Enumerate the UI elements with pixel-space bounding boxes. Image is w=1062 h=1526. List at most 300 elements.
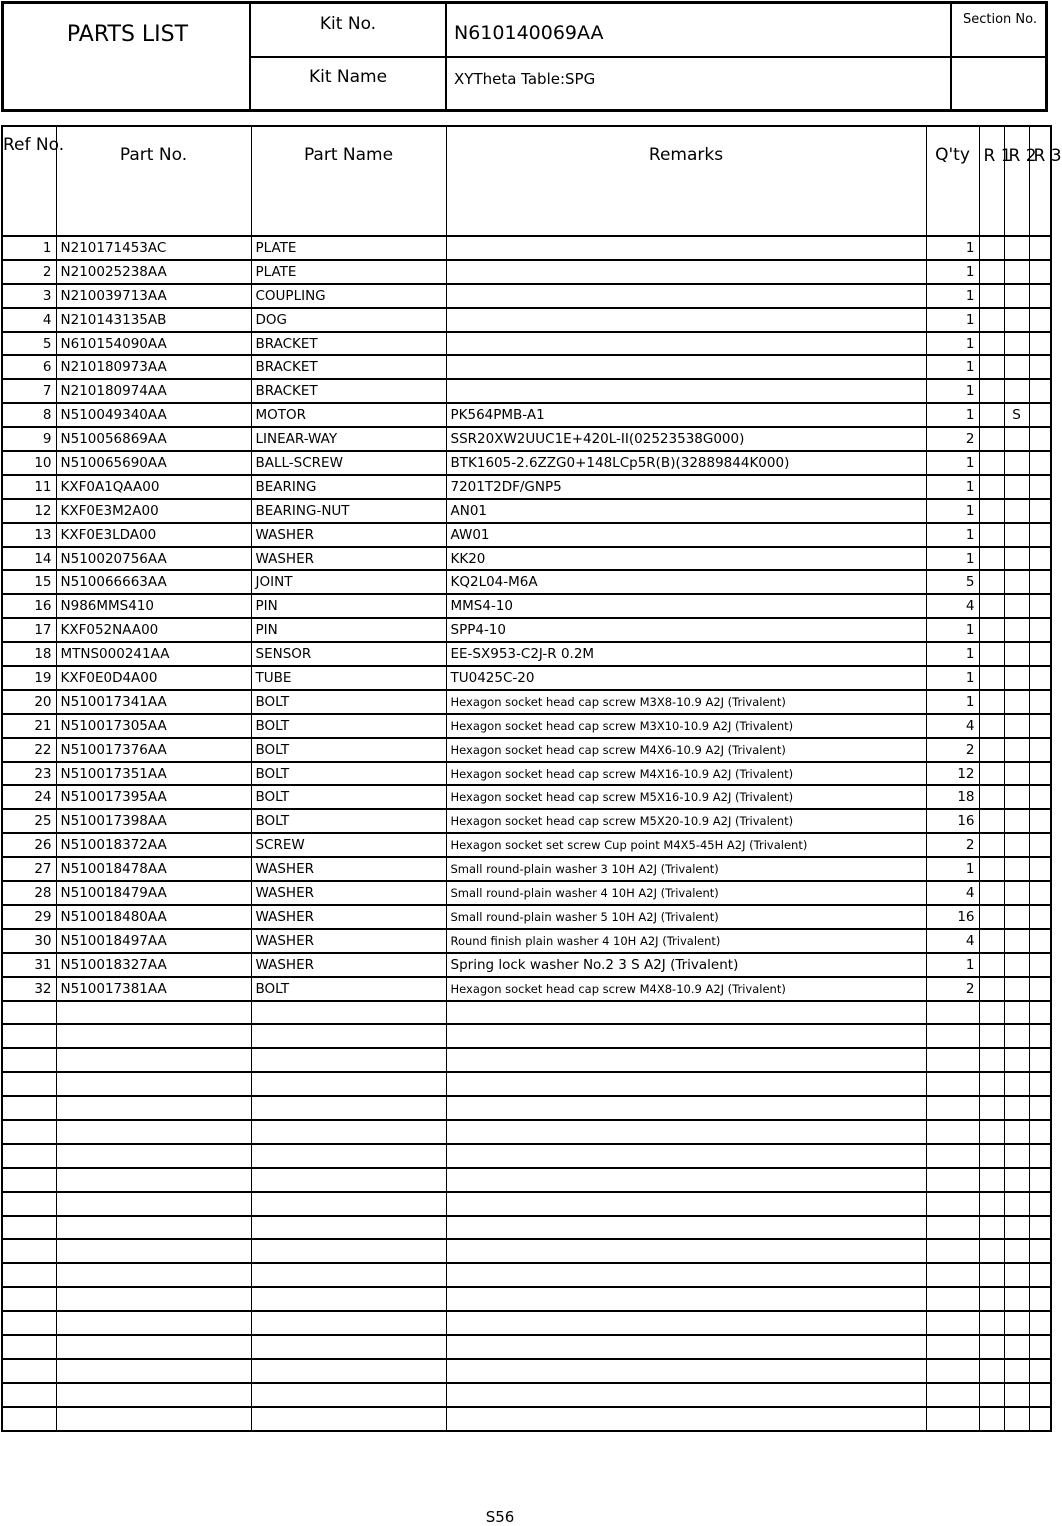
- r1-cell: [979, 403, 1004, 427]
- remarks-cell: Small round-plain washer 4 10H A2J (Trivalent): [446, 881, 926, 905]
- qty-cell: 1: [926, 379, 979, 403]
- part-no-cell: N510017341AA: [56, 690, 251, 714]
- part-name-cell: WASHER: [251, 929, 446, 953]
- part-name-cell: [251, 1359, 446, 1383]
- part-name-cell: BOLT: [251, 738, 446, 762]
- r1-cell: [979, 1239, 1004, 1263]
- empty-table-row: [2, 1096, 1051, 1120]
- qty-cell: 5: [926, 570, 979, 594]
- part-name-cell: [251, 1311, 446, 1335]
- qty-cell: 1: [926, 523, 979, 547]
- part-name-cell: [251, 1096, 446, 1120]
- r1-cell: [979, 1335, 1004, 1359]
- remarks-cell: AN01: [446, 499, 926, 523]
- part-no-cell: N510017351AA: [56, 762, 251, 786]
- part-name-cell: SENSOR: [251, 642, 446, 666]
- part-no-cell: [56, 1407, 251, 1431]
- r1-cell: [979, 738, 1004, 762]
- remarks-cell: Spring lock washer No.2 3 S A2J (Trivalent): [446, 953, 926, 977]
- r3-cell: [1029, 1001, 1051, 1025]
- r2-cell: [1004, 929, 1029, 953]
- part-name-cell: [251, 1120, 446, 1144]
- r2-cell: [1004, 618, 1029, 642]
- r3-cell: [1029, 1072, 1051, 1096]
- remarks-cell: [446, 1072, 926, 1096]
- part-name-cell: COUPLING: [251, 284, 446, 308]
- ref-cell: 6: [2, 355, 56, 379]
- empty-table-row: [2, 1335, 1051, 1359]
- r1-cell: [979, 1192, 1004, 1216]
- r2-cell: [1004, 570, 1029, 594]
- part-no-cell: [56, 1263, 251, 1287]
- part-no-cell: KXF0A1QAA00: [56, 475, 251, 499]
- ref-cell: 26: [2, 833, 56, 857]
- table-row: [2, 881, 1051, 905]
- r1-cell: [979, 355, 1004, 379]
- remarks-cell: EE-SX953-C2J-R 0.2M: [446, 642, 926, 666]
- r3-cell: [1029, 1216, 1051, 1240]
- qty-cell: 4: [926, 881, 979, 905]
- ref-cell: [2, 1287, 56, 1311]
- remarks-cell: SPP4-10: [446, 618, 926, 642]
- table-row: [2, 857, 1051, 881]
- ref-cell: 31: [2, 953, 56, 977]
- r3-cell: [1029, 355, 1051, 379]
- remarks-cell: Hexagon socket head cap screw M4X6-10.9 A2J (Trivalent): [446, 738, 926, 762]
- r3-cell: [1029, 1311, 1051, 1335]
- r1-cell: [979, 1024, 1004, 1048]
- r2-cell: [1004, 1048, 1029, 1072]
- ref-cell: [2, 1120, 56, 1144]
- qty-cell: [926, 1216, 979, 1240]
- kit-no-label: Kit No.: [319, 14, 377, 34]
- table-row: [2, 762, 1051, 786]
- ref-cell: 28: [2, 881, 56, 905]
- remarks-cell: [446, 1287, 926, 1311]
- part-name-cell: [251, 1383, 446, 1407]
- ref-cell: 11: [2, 475, 56, 499]
- remarks-cell: [446, 1407, 926, 1431]
- table-row: [2, 260, 1051, 284]
- r2-cell: [1004, 308, 1029, 332]
- ref-cell: [2, 1096, 56, 1120]
- col-r2: R 2: [1004, 126, 1029, 236]
- remarks-cell: [446, 308, 926, 332]
- r2-cell: [1004, 451, 1029, 475]
- qty-cell: 2: [926, 427, 979, 451]
- table-row: [2, 977, 1051, 1001]
- qty-cell: [926, 1192, 979, 1216]
- r1-cell: [979, 642, 1004, 666]
- ref-cell: 10: [2, 451, 56, 475]
- part-name-cell: BOLT: [251, 690, 446, 714]
- part-no-cell: N510017376AA: [56, 738, 251, 762]
- r2-cell: [1004, 881, 1029, 905]
- ref-cell: [2, 1168, 56, 1192]
- r3-cell: [1029, 1120, 1051, 1144]
- table-row: [2, 236, 1051, 260]
- ref-cell: [2, 1263, 56, 1287]
- r3-cell: [1029, 929, 1051, 953]
- r1-cell: [979, 523, 1004, 547]
- remarks-cell: [446, 1359, 926, 1383]
- qty-cell: [926, 1144, 979, 1168]
- table-row: [2, 809, 1051, 833]
- qty-cell: 18: [926, 785, 979, 809]
- part-no-cell: [56, 1311, 251, 1335]
- remarks-cell: Hexagon socket set screw Cup point M4X5-45H A2J (Trivalent): [446, 833, 926, 857]
- remarks-cell: [446, 1168, 926, 1192]
- ref-cell: [2, 1144, 56, 1168]
- table-row: [2, 355, 1051, 379]
- remarks-cell: [446, 332, 926, 356]
- part-no-cell: [56, 1216, 251, 1240]
- part-no-cell: [56, 1335, 251, 1359]
- col-part-name: Part Name: [251, 126, 446, 236]
- ref-cell: 20: [2, 690, 56, 714]
- ref-cell: 30: [2, 929, 56, 953]
- remarks-cell: Small round-plain washer 3 10H A2J (Trivalent): [446, 857, 926, 881]
- ref-cell: [2, 1311, 56, 1335]
- ref-cell: 19: [2, 666, 56, 690]
- r1-cell: [979, 1096, 1004, 1120]
- section-no-label: Section No.: [962, 12, 1037, 27]
- qty-cell: 1: [926, 953, 979, 977]
- ref-cell: [2, 1239, 56, 1263]
- qty-cell: 2: [926, 833, 979, 857]
- ref-cell: 16: [2, 594, 56, 618]
- table-row: [2, 523, 1051, 547]
- part-name-cell: PIN: [251, 618, 446, 642]
- qty-cell: [926, 1001, 979, 1025]
- table-row: [2, 547, 1051, 571]
- part-no-cell: N510018372AA: [56, 833, 251, 857]
- r1-cell: [979, 1407, 1004, 1431]
- r2-cell: [1004, 642, 1029, 666]
- part-name-cell: [251, 1335, 446, 1359]
- r1-cell: [979, 1144, 1004, 1168]
- part-no-cell: [56, 1072, 251, 1096]
- ref-cell: 14: [2, 547, 56, 571]
- ref-cell: [2, 1024, 56, 1048]
- empty-table-row: [2, 1072, 1051, 1096]
- part-no-cell: [56, 1120, 251, 1144]
- ref-cell: 15: [2, 570, 56, 594]
- r2-cell: [1004, 427, 1029, 451]
- part-name-cell: [251, 1263, 446, 1287]
- part-name-cell: DOG: [251, 308, 446, 332]
- remarks-cell: Hexagon socket head cap screw M3X8-10.9 A2J (Trivalent): [446, 690, 926, 714]
- qty-cell: 1: [926, 618, 979, 642]
- part-name-cell: BEARING-NUT: [251, 499, 446, 523]
- r3-cell: [1029, 1168, 1051, 1192]
- table-row: [2, 403, 1051, 427]
- r1-cell: [979, 1311, 1004, 1335]
- r1-cell: [979, 881, 1004, 905]
- part-name-cell: [251, 1168, 446, 1192]
- r2-cell: [1004, 714, 1029, 738]
- qty-cell: [926, 1120, 979, 1144]
- r3-cell: [1029, 547, 1051, 571]
- r1-cell: [979, 953, 1004, 977]
- col-r1: R 1: [979, 126, 1004, 236]
- part-no-cell: [56, 1001, 251, 1025]
- r2-cell: [1004, 547, 1029, 571]
- part-name-cell: [251, 1216, 446, 1240]
- r1-cell: [979, 1120, 1004, 1144]
- kit-no-value: N610140069AA: [454, 22, 604, 44]
- ref-cell: [2, 1335, 56, 1359]
- part-no-cell: N510017381AA: [56, 977, 251, 1001]
- r2-cell: [1004, 475, 1029, 499]
- part-no-cell: N210143135AB: [56, 308, 251, 332]
- part-name-cell: WASHER: [251, 857, 446, 881]
- remarks-cell: 7201T2DF/GNP5: [446, 475, 926, 499]
- r2-cell: [1004, 236, 1029, 260]
- part-name-cell: [251, 1239, 446, 1263]
- r3-cell: [1029, 308, 1051, 332]
- table-row: [2, 332, 1051, 356]
- part-no-cell: KXF052NAA00: [56, 618, 251, 642]
- part-no-cell: N510018497AA: [56, 929, 251, 953]
- r1-cell: [979, 1383, 1004, 1407]
- part-no-cell: N510020756AA: [56, 547, 251, 571]
- qty-cell: [926, 1359, 979, 1383]
- r1-cell: [979, 833, 1004, 857]
- qty-cell: 4: [926, 594, 979, 618]
- r3-cell: [1029, 1096, 1051, 1120]
- r1-cell: [979, 785, 1004, 809]
- qty-cell: [926, 1287, 979, 1311]
- r1-cell: [979, 929, 1004, 953]
- r2-cell: [1004, 857, 1029, 881]
- remarks-cell: [446, 236, 926, 260]
- part-no-cell: [56, 1287, 251, 1311]
- remarks-cell: [446, 1144, 926, 1168]
- r2-cell: [1004, 905, 1029, 929]
- table-row: [2, 738, 1051, 762]
- remarks-cell: [446, 1216, 926, 1240]
- remarks-cell: [446, 355, 926, 379]
- r2-cell: [1004, 1359, 1029, 1383]
- ref-cell: 17: [2, 618, 56, 642]
- r3-cell: [1029, 690, 1051, 714]
- ref-cell: 32: [2, 977, 56, 1001]
- part-name-cell: PLATE: [251, 236, 446, 260]
- part-no-cell: N510065690AA: [56, 451, 251, 475]
- r1-cell: [979, 284, 1004, 308]
- r2-cell: [1004, 1216, 1029, 1240]
- part-name-cell: WASHER: [251, 905, 446, 929]
- empty-table-row: [2, 1216, 1051, 1240]
- part-no-cell: N210039713AA: [56, 284, 251, 308]
- ref-cell: 7: [2, 379, 56, 403]
- part-no-cell: [56, 1383, 251, 1407]
- table-row: [2, 570, 1051, 594]
- r1-cell: [979, 666, 1004, 690]
- r1-cell: [979, 1263, 1004, 1287]
- part-no-cell: N210025238AA: [56, 260, 251, 284]
- r3-cell: [1029, 618, 1051, 642]
- r3-cell: [1029, 1024, 1051, 1048]
- part-name-cell: [251, 1407, 446, 1431]
- empty-table-row: [2, 1192, 1051, 1216]
- part-name-cell: JOINT: [251, 570, 446, 594]
- part-name-cell: WASHER: [251, 953, 446, 977]
- qty-cell: 1: [926, 260, 979, 284]
- r1-cell: [979, 499, 1004, 523]
- qty-cell: 1: [926, 857, 979, 881]
- remarks-cell: [446, 260, 926, 284]
- empty-table-row: [2, 1287, 1051, 1311]
- table-row: [2, 905, 1051, 929]
- ref-cell: [2, 1072, 56, 1096]
- qty-cell: 1: [926, 308, 979, 332]
- r1-cell: [979, 809, 1004, 833]
- r2-cell: [1004, 523, 1029, 547]
- table-row: [2, 618, 1051, 642]
- qty-cell: 12: [926, 762, 979, 786]
- qty-cell: [926, 1311, 979, 1335]
- ref-cell: 22: [2, 738, 56, 762]
- remarks-cell: Hexagon socket head cap screw M4X8-10.9 A2J (Trivalent): [446, 977, 926, 1001]
- r1-cell: [979, 308, 1004, 332]
- remarks-cell: [446, 1192, 926, 1216]
- r3-cell: [1029, 427, 1051, 451]
- empty-table-row: [2, 1239, 1051, 1263]
- r3-cell: [1029, 499, 1051, 523]
- r3-cell: [1029, 1359, 1051, 1383]
- table-row: [2, 666, 1051, 690]
- part-name-cell: BRACKET: [251, 332, 446, 356]
- r3-cell: [1029, 451, 1051, 475]
- r3-cell: [1029, 785, 1051, 809]
- part-no-cell: KXF0E3M2A00: [56, 499, 251, 523]
- empty-table-row: [2, 1168, 1051, 1192]
- remarks-cell: KK20: [446, 547, 926, 571]
- part-name-cell: [251, 1287, 446, 1311]
- r2-cell: [1004, 1096, 1029, 1120]
- part-no-cell: N510049340AA: [56, 403, 251, 427]
- part-name-cell: WASHER: [251, 547, 446, 571]
- part-name-cell: BOLT: [251, 785, 446, 809]
- table-row: [2, 379, 1051, 403]
- part-name-cell: [251, 1192, 446, 1216]
- r2-cell: [1004, 1024, 1029, 1048]
- part-name-cell: WASHER: [251, 523, 446, 547]
- r2-cell: S: [1004, 403, 1029, 427]
- table-row: [2, 953, 1051, 977]
- r2-cell: [1004, 785, 1029, 809]
- r1-cell: [979, 618, 1004, 642]
- table-row: [2, 785, 1051, 809]
- empty-table-row: [2, 1144, 1051, 1168]
- table-row: [2, 308, 1051, 332]
- r3-cell: [1029, 379, 1051, 403]
- r2-cell: [1004, 1287, 1029, 1311]
- r3-cell: [1029, 905, 1051, 929]
- r3-cell: [1029, 762, 1051, 786]
- ref-cell: 8: [2, 403, 56, 427]
- r3-cell: [1029, 833, 1051, 857]
- r2-cell: [1004, 284, 1029, 308]
- r1-cell: [979, 1359, 1004, 1383]
- remarks-cell: [446, 1024, 926, 1048]
- empty-table-row: [2, 1263, 1051, 1287]
- col-r3: R 3: [1029, 126, 1051, 236]
- r2-cell: [1004, 809, 1029, 833]
- r2-cell: [1004, 833, 1029, 857]
- qty-cell: 1: [926, 451, 979, 475]
- part-name-cell: BOLT: [251, 714, 446, 738]
- r1-cell: [979, 857, 1004, 881]
- remarks-cell: Hexagon socket head cap screw M5X16-10.9 A2J (Trivalent): [446, 785, 926, 809]
- r2-cell: [1004, 594, 1029, 618]
- part-no-cell: N510018480AA: [56, 905, 251, 929]
- part-no-cell: N210180973AA: [56, 355, 251, 379]
- table-row: [2, 690, 1051, 714]
- r3-cell: [1029, 332, 1051, 356]
- ref-cell: [2, 1001, 56, 1025]
- ref-cell: [2, 1359, 56, 1383]
- r3-cell: [1029, 1383, 1051, 1407]
- kit-header: [1, 1, 1048, 112]
- qty-cell: 1: [926, 690, 979, 714]
- r1-cell: [979, 547, 1004, 571]
- part-no-cell: KXF0E3LDA00: [56, 523, 251, 547]
- part-name-cell: [251, 1144, 446, 1168]
- part-no-cell: N510056869AA: [56, 427, 251, 451]
- r3-cell: [1029, 523, 1051, 547]
- r3-cell: [1029, 284, 1051, 308]
- part-no-cell: N510018479AA: [56, 881, 251, 905]
- r3-cell: [1029, 881, 1051, 905]
- r2-cell: [1004, 1168, 1029, 1192]
- ref-cell: 12: [2, 499, 56, 523]
- r1-cell: [979, 762, 1004, 786]
- qty-cell: 1: [926, 475, 979, 499]
- r1-cell: [979, 905, 1004, 929]
- table-row: [2, 499, 1051, 523]
- ref-cell: 13: [2, 523, 56, 547]
- ref-cell: 29: [2, 905, 56, 929]
- qty-cell: [926, 1072, 979, 1096]
- qty-cell: [926, 1383, 979, 1407]
- part-name-cell: BOLT: [251, 762, 446, 786]
- qty-cell: 2: [926, 977, 979, 1001]
- col-remarks: Remarks: [446, 126, 926, 236]
- col-ref: Ref No.: [2, 126, 56, 236]
- r1-cell: [979, 1001, 1004, 1025]
- r2-cell: [1004, 1192, 1029, 1216]
- r2-cell: [1004, 1239, 1029, 1263]
- empty-table-row: [2, 1120, 1051, 1144]
- part-name-cell: WASHER: [251, 881, 446, 905]
- document-title: PARTS LIST: [66, 22, 189, 47]
- remarks-cell: Hexagon socket head cap screw M3X10-10.9 A2J (Trivalent): [446, 714, 926, 738]
- empty-table-row: [2, 1359, 1051, 1383]
- remarks-cell: Hexagon socket head cap screw M4X16-10.9 A2J (Trivalent): [446, 762, 926, 786]
- r3-cell: [1029, 1407, 1051, 1431]
- parts-table: [1, 125, 1062, 1432]
- r1-cell: [979, 977, 1004, 1001]
- part-name-cell: SCREW: [251, 833, 446, 857]
- r2-cell: [1004, 1311, 1029, 1335]
- kit-name-label: Kit Name: [308, 67, 388, 87]
- table-row: [2, 594, 1051, 618]
- part-no-cell: N210180974AA: [56, 379, 251, 403]
- ref-cell: 24: [2, 785, 56, 809]
